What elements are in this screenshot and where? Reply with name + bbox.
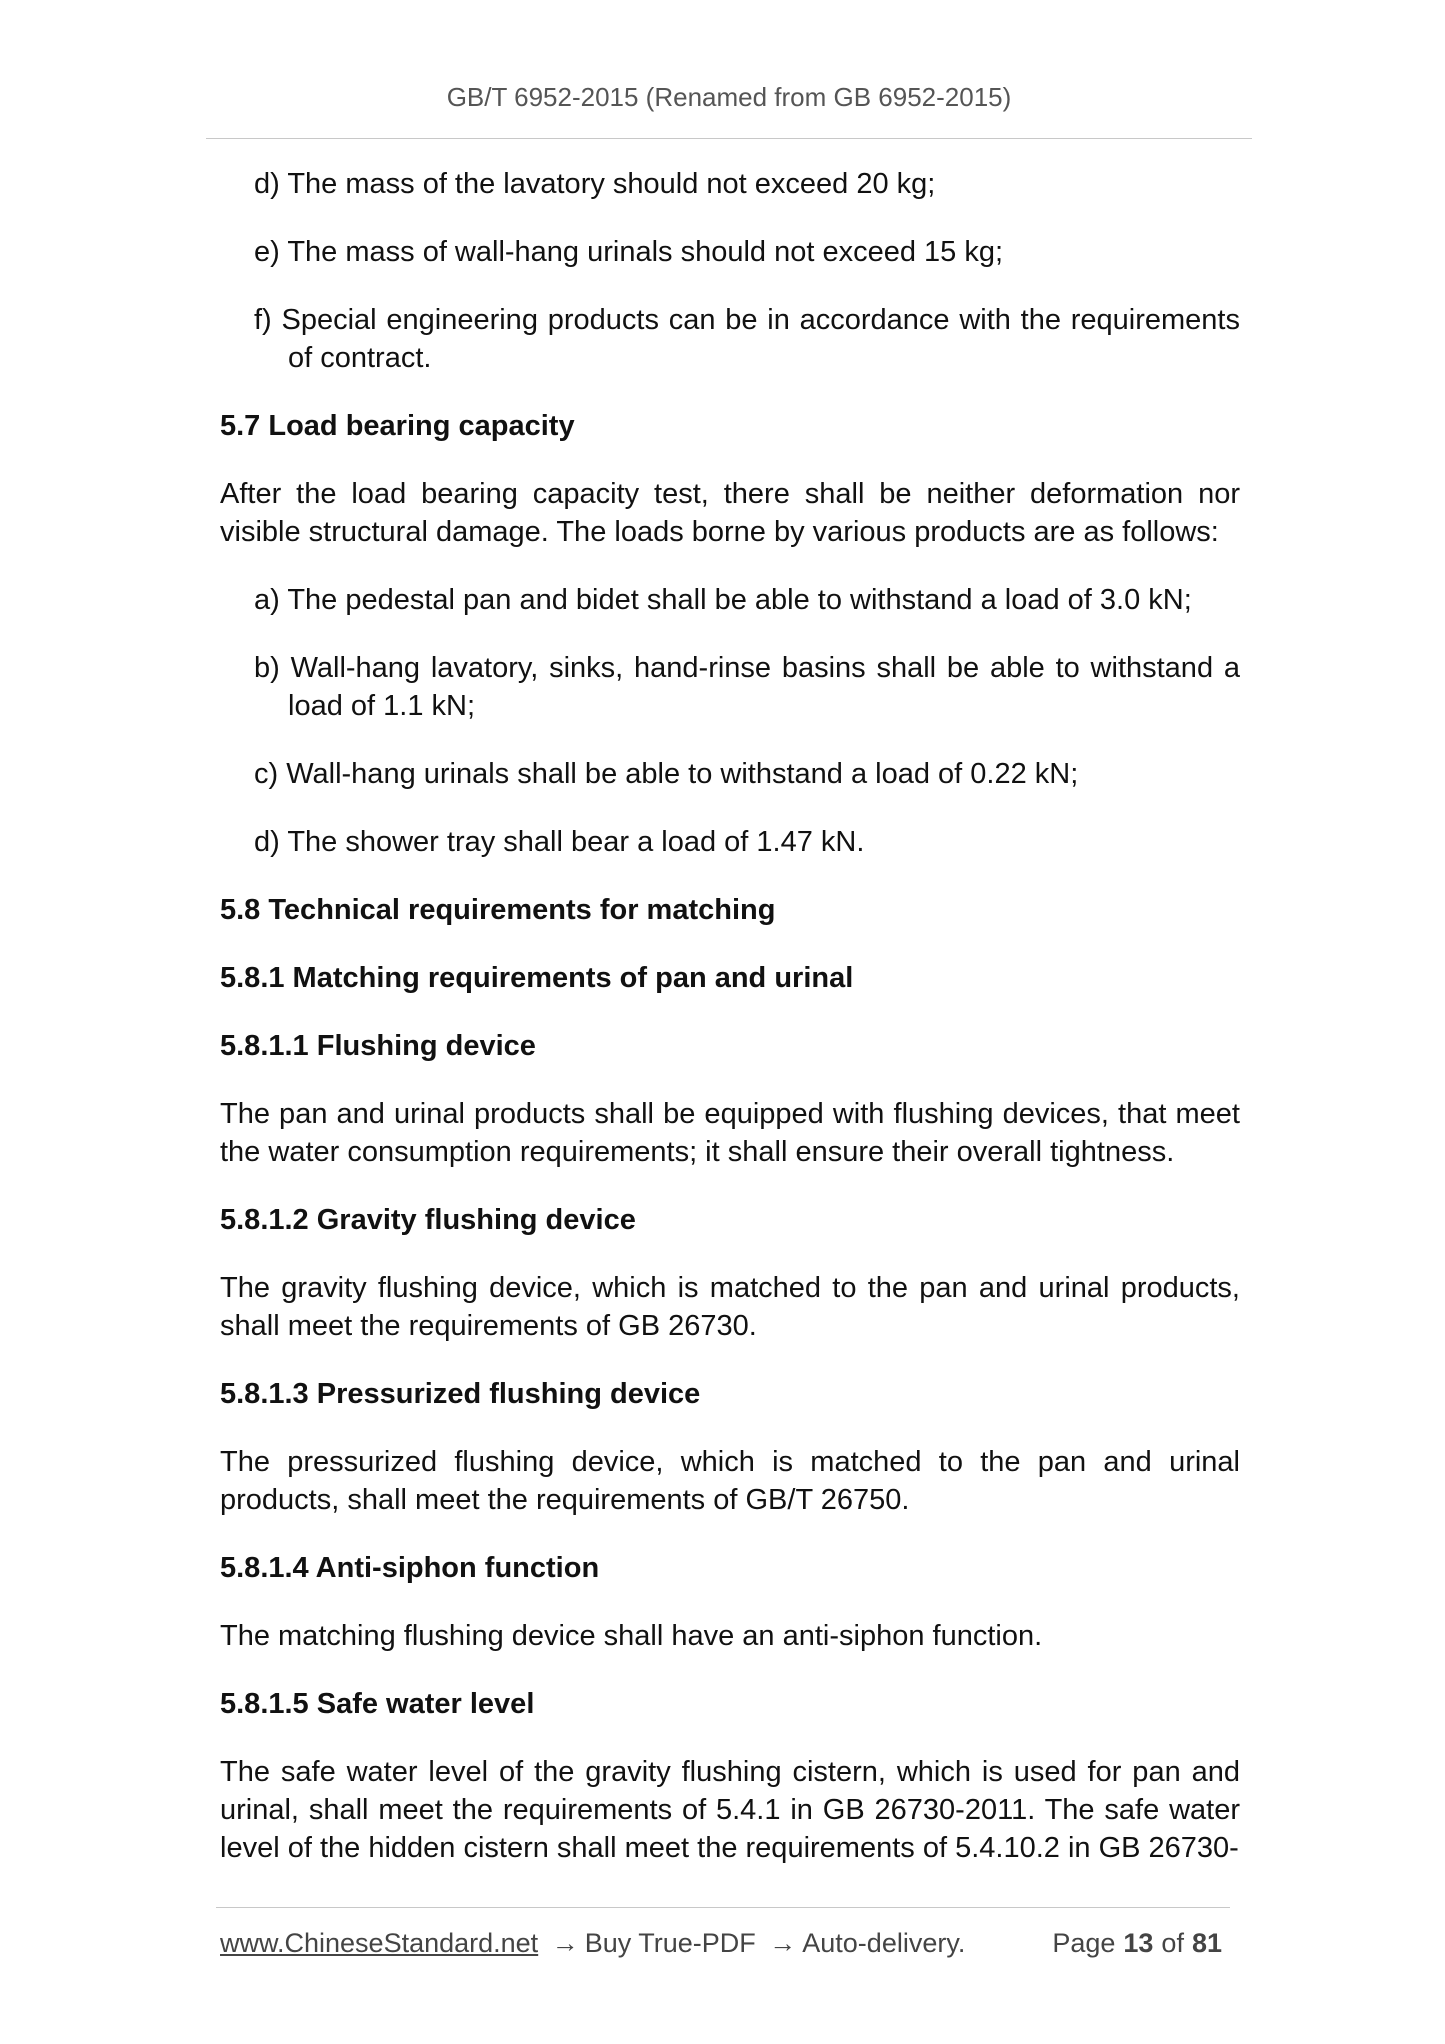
list-item: d) The mass of the lavatory should not exceed 20 kg; [254,168,936,200]
auto-delivery-text: Auto-delivery. [802,1928,966,1958]
section-heading: 5.8.1.5 Safe water level [220,1688,535,1720]
buy-pdf-text: Buy True-PDF [584,1928,756,1958]
list-item: b) Wall-hang lavatory, sinks, hand-rinse basins shall be able to withstand a load of 1.1 kN; [254,652,1240,722]
list-item: a) The pedestal pan and bidet shall be able to withstand a load of 3.0 kN; [254,584,1192,616]
section-heading: 5.8.1.4 Anti-siphon function [220,1552,600,1584]
list-item: f) Special engineering products can be in accordance with the requirements of contract. [254,304,1240,374]
section-heading: 5.8.1.3 Pressurized flushing device [220,1378,701,1410]
website-link[interactable]: www.ChineseStandard.net [220,1928,539,1958]
page-label: Page [1052,1928,1116,1958]
page-footer [220,1928,1230,1959]
list-item: e) The mass of wall-hang urinals should not exceed 15 kg; [254,236,1004,268]
footer-left [220,1928,965,1959]
arrow-right-icon: → [551,1928,579,1958]
total-pages: 81 [1191,1928,1222,1958]
section-heading: 5.8 Technical requirements for matching [220,894,776,926]
page-number [1052,1928,1230,1959]
list-item: d) The shower tray shall bear a load of 1.47 kN. [254,826,865,858]
paragraph: The pan and urinal products shall be equipped with flushing devices, that meet the water consumption requirements; it shall ensure their overall tightness. [220,1098,1240,1168]
section-heading: 5.8.1 Matching requirements of pan and urinal [220,962,854,994]
paragraph: The gravity flushing device, which is matched to the pan and urinal products, shall meet the requirements of GB 26730. [220,1272,1240,1342]
section-heading: 5.7 Load bearing capacity [220,410,575,442]
of-label: of [1161,1928,1184,1958]
document-body [220,165,1240,1897]
footer-divider [216,1907,1230,1908]
list-item: c) Wall-hang urinals shall be able to withstand a load of 0.22 kN; [254,758,1079,790]
paragraph: The matching flushing device shall have an anti-siphon function. [220,1620,1043,1652]
paragraph: The safe water level of the gravity flushing cistern, which is used for pan and urinal, shall meet the requirements of 5.4.1 in GB 26730-2011. The safe water level of the hidden cistern shall meet the requirements of 5.4.10.2 in GB 26730- [220,1756,1240,1864]
current-page: 13 [1123,1928,1154,1958]
page-header-title: GB/T 6952-2015 (Renamed from GB 6952-2015) [446,82,1012,112]
arrow-right-icon: → [769,1928,797,1958]
section-heading: 5.8.1.2 Gravity flushing device [220,1204,636,1236]
paragraph: The pressurized flushing device, which is matched to the pan and urinal products, shall meet the requirements of GB/T 26750. [220,1446,1240,1516]
header-divider [206,138,1252,139]
section-heading: 5.8.1.1 Flushing device [220,1030,536,1062]
paragraph: After the load bearing capacity test, there shall be neither deformation nor visible structural damage. The loads borne by various products are as follows: [220,478,1240,548]
